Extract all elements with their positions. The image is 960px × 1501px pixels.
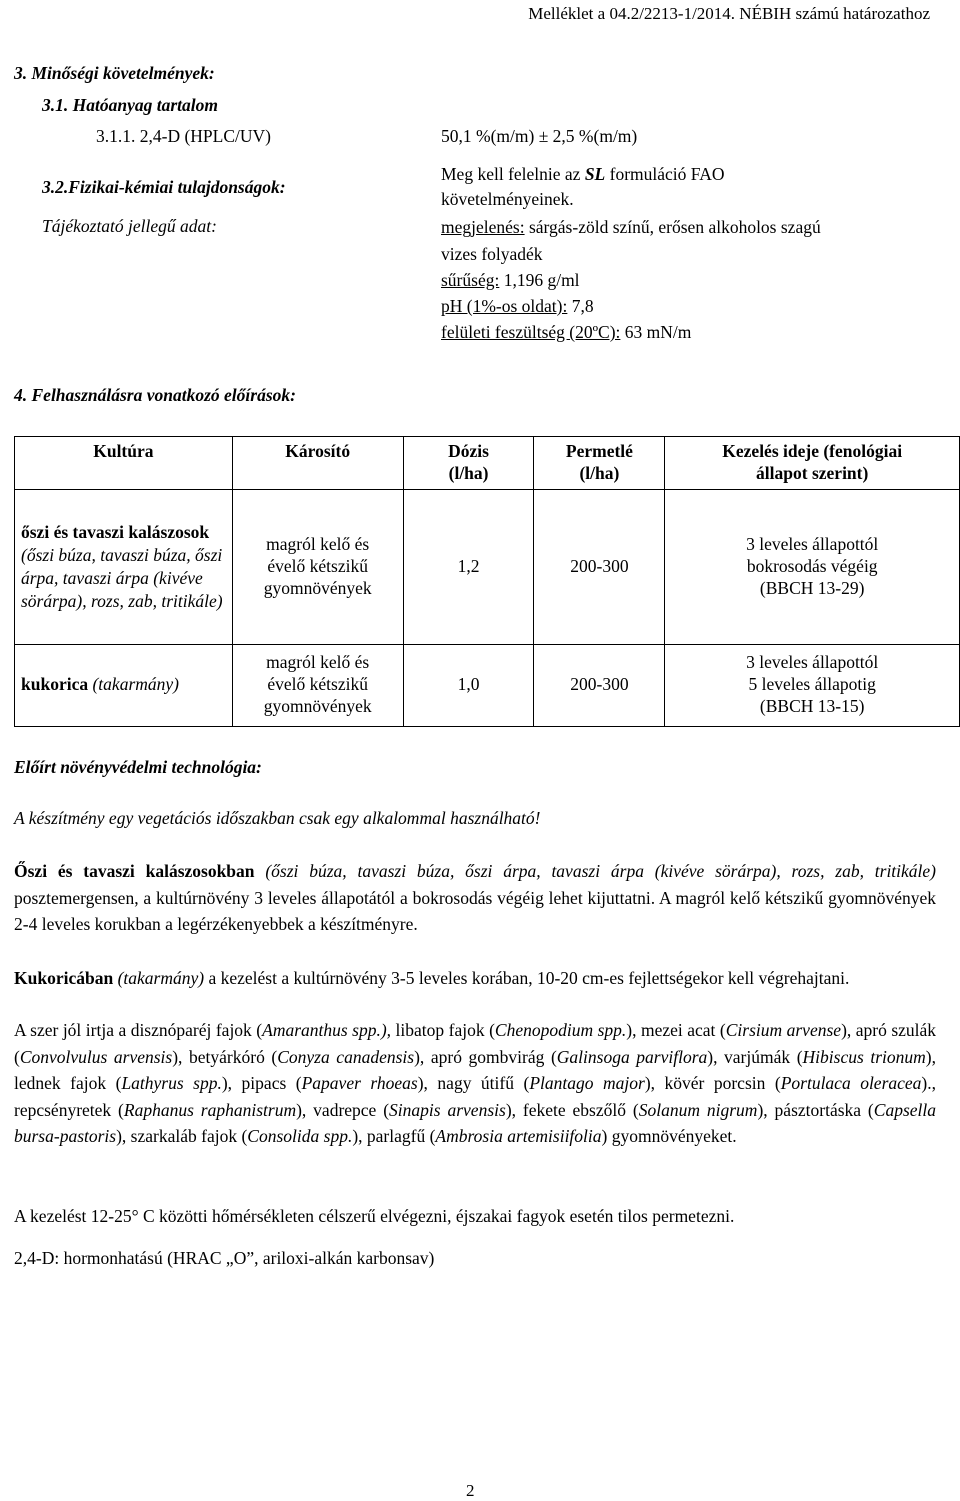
header-timing-line1: Kezelés ideje (fenológiai [722,441,903,461]
species-name: Capsella bursa-pastoris [14,1099,936,1146]
hrac-line: 2,4-D: hormonhatású (HRAC „O”, ariloxi-alkán karbonsav) [14,1248,435,1268]
culture-name: őszi és tavaszi kalászosok [21,522,210,543]
pest-line3: gyomnövények [263,696,372,717]
section-3-2-title: 3.2.Fizikai-kémiai tulajdonságok: [42,177,286,197]
culture-cell [15,644,233,726]
section-3-title: 3. Minőségi követelmények: [14,63,215,83]
paragraph-cereals [14,858,936,938]
dose-cell: 1,2 [403,489,534,644]
density-label: sűrűség: [441,270,500,290]
density-value: 1,196 g/ml [499,270,580,290]
active-ingredient-label: 3.1.1. 2,4-D (HPLC/UV) [96,126,271,146]
species-name: Portulaca oleracea [780,1073,922,1093]
culture-detail: (takarmány) [88,674,179,695]
pest-line1: magról kelő és [266,533,370,554]
header-spray [534,437,665,490]
pest-cell [232,644,403,726]
density-line [441,270,580,291]
cereals-detail: (őszi búza, tavaszi búza, őszi árpa, tavaszi árpa (kivéve sörárpa), rozs, zab, tritikále) [254,861,936,881]
weed-text: libatop fajok ( [391,1020,495,1040]
species-name: Amaranthus spp.), [262,1020,392,1040]
species-name: Galinsoga parviflora [556,1046,708,1067]
species-name: Sinapis arvensis [389,1099,506,1120]
species-name: Hibiscus trionum [802,1046,926,1067]
culture-cell [15,489,233,644]
formulation-text-c: formuláció FAO [605,164,725,184]
section-3-1-1-label [96,126,271,147]
dose-cell: 1,0 [403,644,534,726]
tension-value: 63 mN/m [620,322,692,342]
ph-value: 7,8 [567,296,594,316]
species-name: Conyza canadensis [277,1046,415,1067]
header-spray-line1: Permetlé [565,441,633,461]
table-row [15,489,960,644]
weed-text: ), apró szulák ( [14,1020,937,1067]
species-name: Convolvulus arvensis [19,1046,173,1067]
timing-line2: 5 leveles állapotig [748,674,876,695]
timing-line2: bokrosodás végéig [746,555,878,576]
paragraph-maize [14,965,936,992]
document-header: Melléklet a 04.2/2213-1/2014. NÉBIH számú határozathoz [528,4,930,23]
timing-line1: 3 leveles állapottól [746,652,879,673]
weed-text: ), pásztortáska ( [757,1099,874,1120]
weed-text: ), pipacs ( [221,1073,302,1093]
ph-label: pH (1%-os oldat): [441,296,568,316]
weed-text: ), mezei acat ( [626,1020,726,1040]
weed-text: A szer jól irtja a disznóparéj fajok ( [14,1020,263,1040]
culture-detail: (őszi búza, tavaszi búza, őszi árpa, tavaszi árpa (kivéve sörárpa), rozs, zab, tritikále) [21,545,223,611]
tension-label: felületi feszültség (20ºC): [441,322,621,342]
weed-text: ), parlagfű ( [352,1126,436,1146]
weed-text: ), fekete ebszőlő ( [505,1099,639,1120]
header-spray-line2: (l/ha) [579,462,620,483]
timing-line3: (BBCH 13-15) [759,696,865,717]
spray-cell: 200-300 [534,489,665,644]
paragraph-weeds [14,1017,936,1150]
weed-text: ), lednek fajok ( [14,1046,936,1093]
culture-name: kukorica [21,674,89,695]
timing-line1: 3 leveles állapottól [746,533,879,554]
species-name: Lathyrus spp. [121,1073,222,1093]
appearance-label: megjelenés: [441,217,525,237]
weed-text: ), szarkaláb fajok ( [116,1126,248,1146]
appearance-value: sárgás-zöld színű, erősen alkoholos szagú [524,217,821,237]
weed-text: )., repcsényretek ( [14,1073,936,1120]
species-name: Solanum nigrum [638,1099,758,1120]
species-name: Consolida spp. [247,1126,353,1146]
section-4-title: 4. Felhasználásra vonatkozó előírások: [14,385,296,405]
ph-line [441,296,594,317]
header-pest: Károsító [232,437,403,490]
formulation-requirement [441,164,725,185]
species-name: Papaver rhoeas [301,1073,418,1093]
maize-heading: Kukoricában [14,968,114,988]
header-culture: Kultúra [15,437,233,490]
timing-cell [665,644,960,726]
pest-line2: évelő kétszikű [267,555,368,576]
species-name: Ambrosia artemisiifolia [435,1126,602,1146]
cereals-heading: Őszi és tavaszi kalászosokban [14,861,255,881]
pest-line3: gyomnövények [263,577,372,598]
weed-text: ), vadrepce ( [296,1099,390,1120]
pest-cell [232,489,403,644]
header-dose [403,437,534,490]
weed-text: ), betyárkóró ( [172,1046,278,1067]
species-name: Plantago major [529,1073,645,1093]
species-name: Cirsium arvense [725,1020,842,1040]
weed-text: ), kövér porcsin ( [644,1073,781,1093]
spray-cell: 200-300 [534,644,665,726]
formulation-text-a: Meg kell felelnie az [441,164,585,184]
timing-cell [665,489,960,644]
header-timing [665,437,960,490]
appearance-line [441,217,821,238]
header-dose-line2: (l/ha) [448,462,489,483]
table-row [15,644,960,726]
header-dose-line1: Dózis [448,441,489,461]
species-name: Raphanus raphanistrum [123,1099,297,1120]
single-use-note: A készítmény egy vegetációs időszakban csak egy alkalommal használható! [14,808,541,828]
table-header-row [15,437,960,490]
info-label: Tájékoztató jellegű adat: [42,216,217,236]
section-3-1-title: 3.1. Hatóanyag tartalom [42,95,218,115]
maize-detail: (takarmány) [113,968,205,988]
appearance-value-2: vizes folyadék [441,244,543,264]
active-ingredient-value: 50,1 %(m/m) ± 2,5 %(m/m) [441,126,638,146]
header-timing-line2: állapot szerint) [756,462,869,483]
weed-text: ), apró gombvirág ( [414,1046,557,1067]
paragraph-temperature: A kezelést 12-25° C közötti hőmérsékleten célszerű elvégezni, éjszakai fagyok esetén tilos permetezni. [14,1206,735,1226]
page-number: 2 [466,1481,475,1500]
timing-line3: (BBCH 13-29) [759,577,865,598]
pest-line2: évelő kétszikű [267,674,368,695]
species-name: Chenopodium spp. [494,1020,627,1040]
tension-line [441,322,691,343]
technology-title: Előírt növényvédelmi technológia: [14,757,262,777]
weed-text: ), nagy útifű ( [417,1073,530,1093]
weed-text: ), varjúmák ( [707,1046,803,1067]
formulation-code: SL [584,164,606,184]
pest-line1: magról kelő és [266,652,370,673]
maize-text: a kezelést a kultúrnövény 3-5 leveles korában, 10-20 cm-es fejlettségekor kell végrehajtani. [204,968,850,988]
usage-table [14,436,960,727]
cereals-text: posztemergensen, a kultúrnövény 3 leveles állapotától a bokrosodás végéig lehet kijuttatni. A magról kelő kétszikű gyomnövények 2-4 leveles korukban a legérzékenyebbek a készítményre. [14,887,936,934]
weed-text: ) gyomnövényeket. [601,1126,737,1146]
formulation-requirement-2: követelményeinek. [441,189,574,209]
